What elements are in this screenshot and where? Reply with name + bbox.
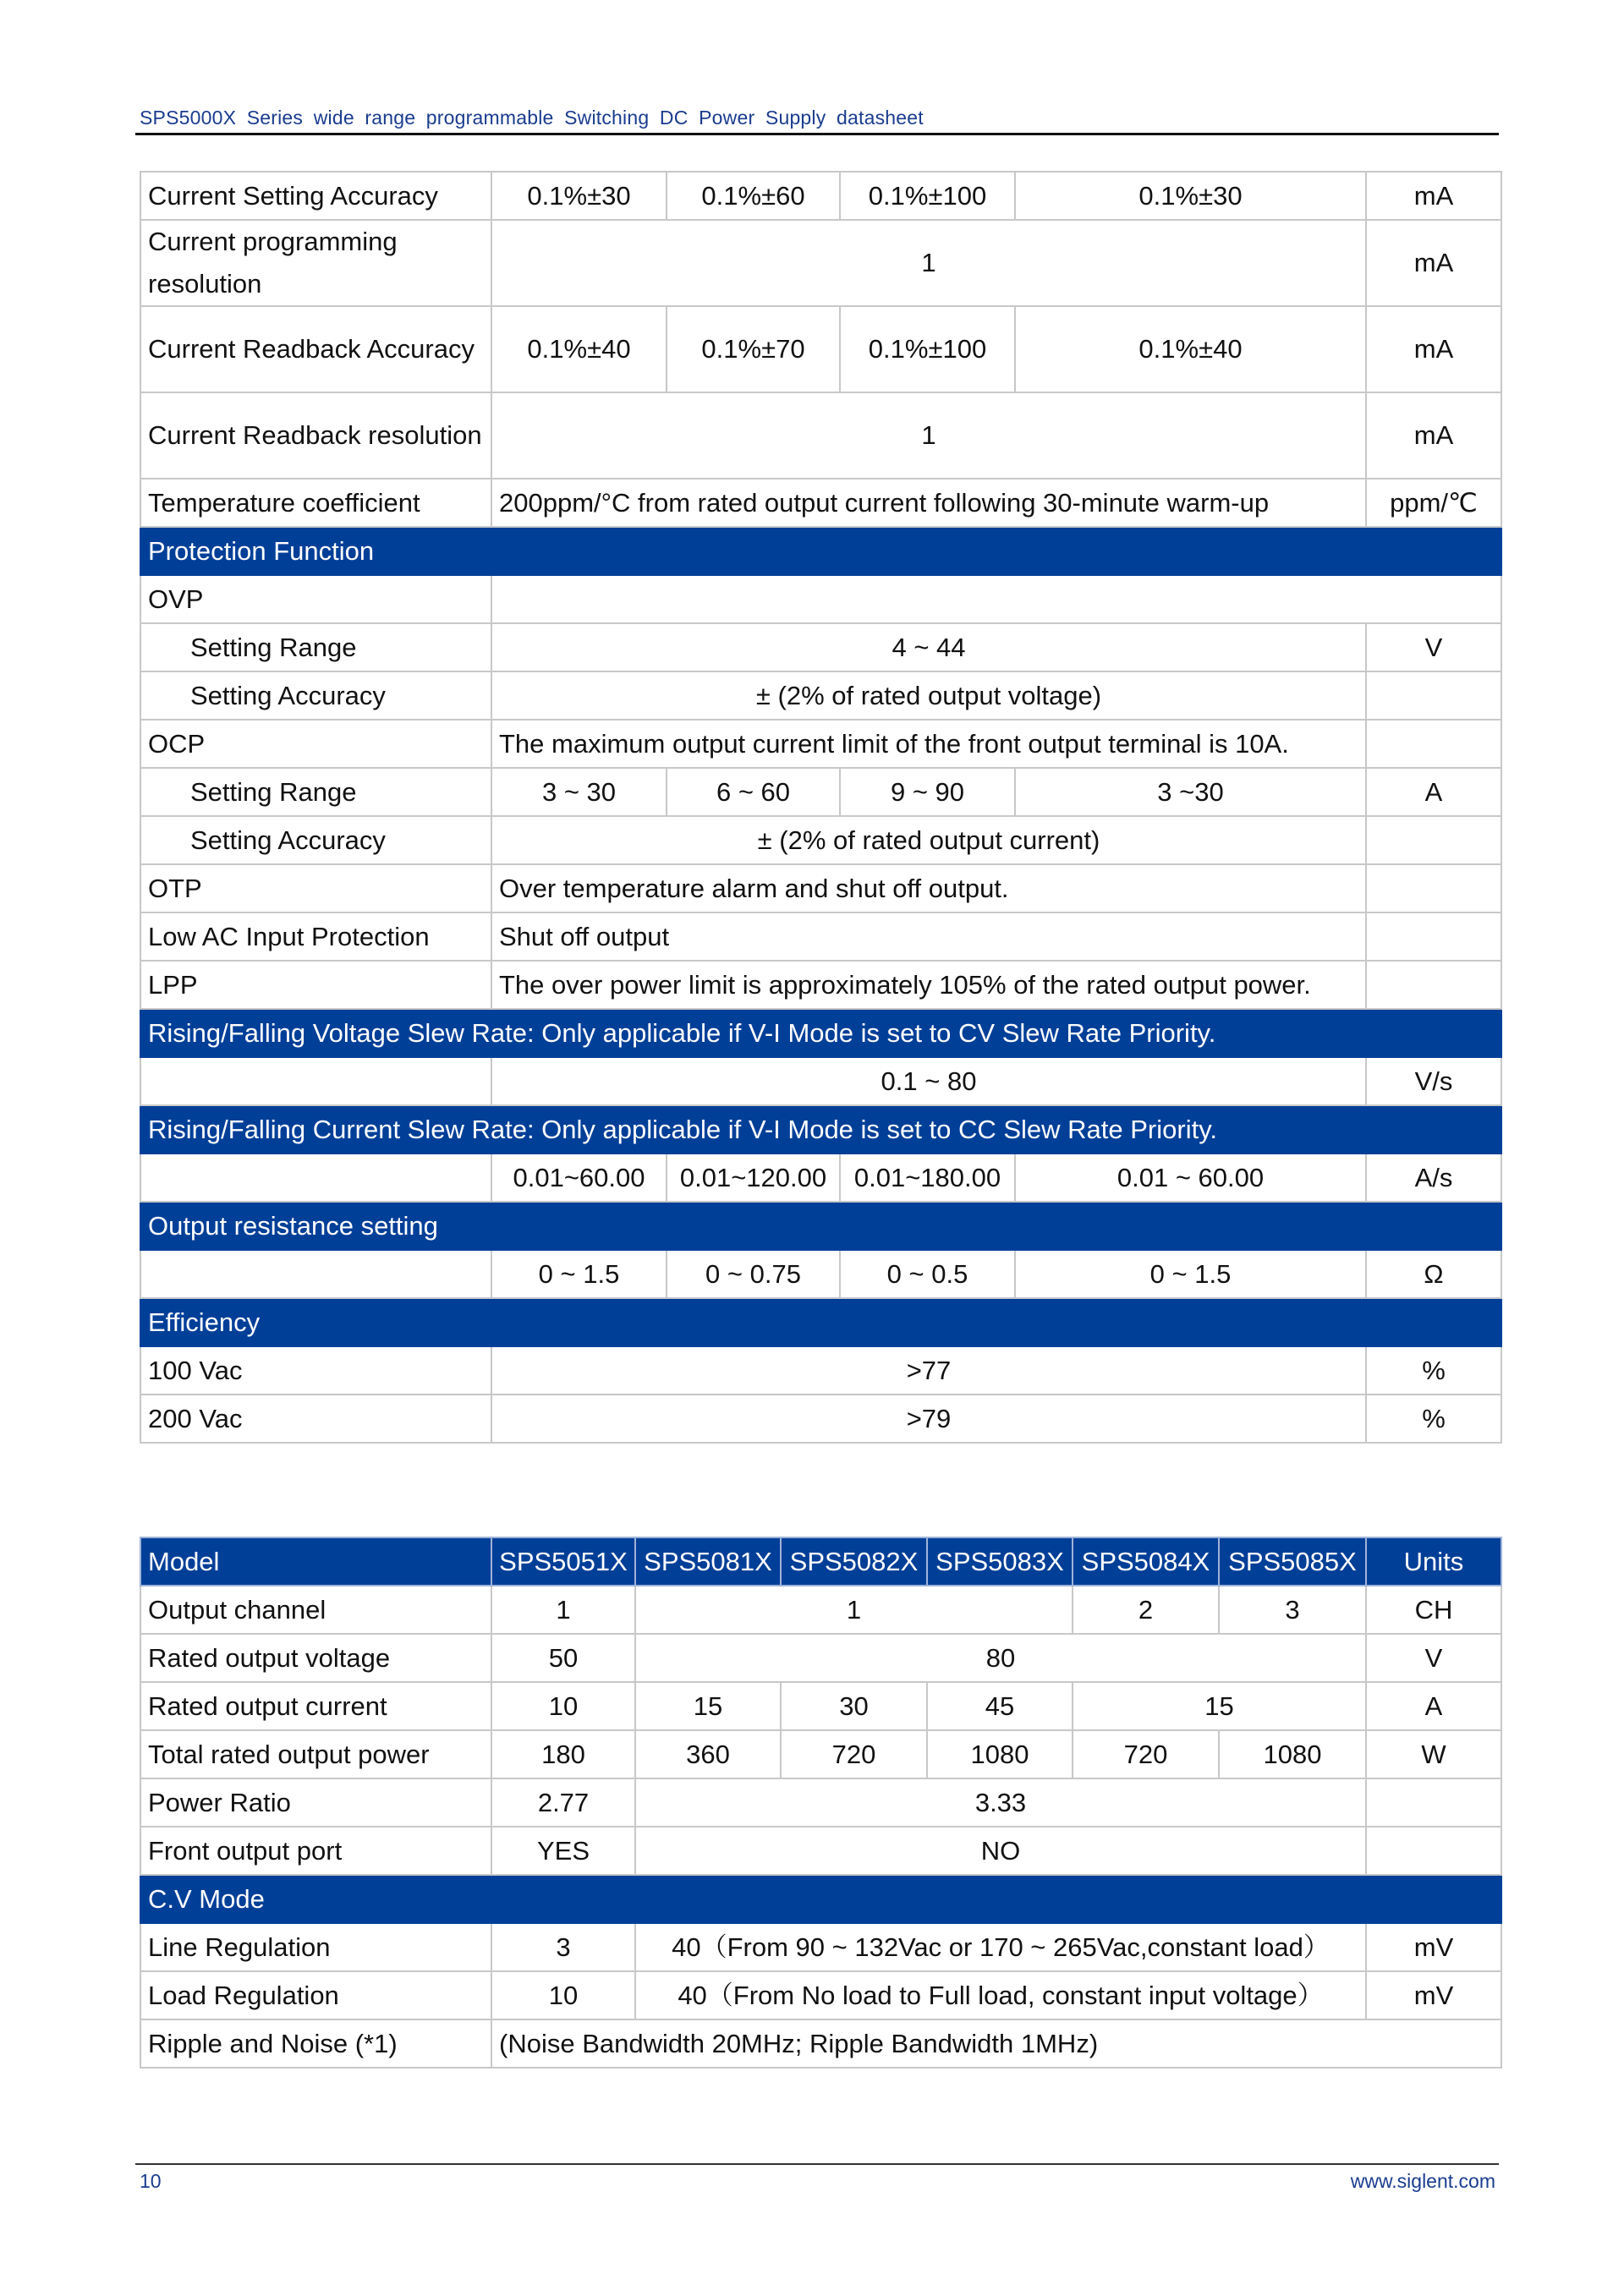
row-label-cell: [140, 1057, 491, 1105]
value-cell: SPS5082X: [781, 1537, 927, 1586]
value-cell: [1366, 1778, 1501, 1827]
value-cell: 1: [491, 392, 1366, 479]
section-header-row: [140, 1202, 1501, 1250]
value-cell: V: [1366, 623, 1501, 671]
value-cell: %: [1366, 1395, 1501, 1443]
value-cell: 720: [781, 1730, 927, 1778]
row-label-cell: OVP: [140, 575, 491, 623]
value-cell: 2: [1073, 1586, 1219, 1634]
value-cell: ± (2% of rated output current): [491, 816, 1366, 864]
table-row: [140, 1682, 1501, 1730]
value-cell: 6 ~ 60: [667, 768, 840, 816]
value-cell: 1: [491, 220, 1366, 306]
row-label-cell: Ripple and Noise (*1): [140, 2019, 491, 2068]
header-divider: [135, 133, 1499, 135]
value-cell: mA: [1366, 172, 1501, 220]
table-row: [140, 1923, 1501, 1971]
value-cell: 3 ~ 30: [491, 768, 667, 816]
value-cell: (Noise Bandwidth 20MHz; Ripple Bandwidth 1MHz): [491, 2019, 1501, 2068]
section-header-row: [140, 1298, 1501, 1346]
table-row: [140, 1250, 1501, 1298]
value-cell: mA: [1366, 392, 1501, 479]
value-cell: 0 ~ 1.5: [1015, 1250, 1366, 1298]
value-cell: 3 ~30: [1015, 768, 1366, 816]
row-label-cell: Rated output current: [140, 1682, 491, 1730]
value-cell: A: [1366, 768, 1501, 816]
value-cell: Ω: [1366, 1250, 1501, 1298]
value-cell: [1366, 816, 1501, 864]
row-label-cell: Total rated output power: [140, 1730, 491, 1778]
table-row: [140, 1153, 1501, 1202]
value-cell: ppm/℃: [1366, 479, 1501, 527]
table-row: [140, 1778, 1501, 1827]
table-row: [140, 1586, 1501, 1634]
value-cell: Over temperature alarm and shut off output.: [491, 864, 1366, 912]
value-cell: >79: [491, 1395, 1366, 1443]
value-cell: >77: [491, 1346, 1366, 1395]
value-cell: 9 ~ 90: [840, 768, 1015, 816]
value-cell: 0 ~ 1.5: [491, 1250, 667, 1298]
table-row: [140, 575, 1501, 623]
table-row: [140, 1634, 1501, 1682]
row-label-cell: Setting Range: [140, 768, 491, 816]
value-cell: SPS5084X: [1073, 1537, 1219, 1586]
table-row: [140, 1827, 1501, 1875]
row-label-cell: Setting Accuracy: [140, 816, 491, 864]
row-label-cell: Line Regulation: [140, 1923, 491, 1971]
row-label-cell: Low AC Input Protection: [140, 912, 491, 961]
section-header-row: [140, 527, 1501, 575]
table-row: [140, 671, 1501, 720]
value-cell: W: [1366, 1730, 1501, 1778]
table-row: [140, 912, 1501, 961]
value-cell: 0.1%±30: [1015, 172, 1366, 220]
table-row: [140, 720, 1501, 768]
row-label-cell: Temperature coefficient: [140, 479, 491, 527]
value-cell: 0.01 ~ 60.00: [1015, 1153, 1366, 1202]
value-cell: NO: [635, 1827, 1366, 1875]
row-label-cell: [140, 1250, 491, 1298]
value-cell: 720: [1073, 1730, 1219, 1778]
row-label-cell: Rated output voltage: [140, 1634, 491, 1682]
row-label-cell: OCP: [140, 720, 491, 768]
table-row: [140, 1057, 1501, 1105]
table-row: [140, 392, 1501, 479]
section-header-row: [140, 1105, 1501, 1153]
table-row: [140, 768, 1501, 816]
row-label-cell: Model: [140, 1537, 491, 1586]
row-label-cell: Front output port: [140, 1827, 491, 1875]
value-cell: 10: [491, 1682, 635, 1730]
value-cell: SPS5083X: [927, 1537, 1073, 1586]
footer-url: www.siglent.com: [1350, 2170, 1495, 2192]
value-cell: 200ppm/°C from rated output current following 30-minute warm-up: [491, 479, 1366, 527]
value-cell: mA: [1366, 220, 1501, 306]
row-label-cell: Current Readback Accuracy: [140, 306, 491, 392]
row-label-cell: Current programming resolution: [140, 220, 491, 306]
value-cell: V/s: [1366, 1057, 1501, 1105]
value-cell: 0.01~180.00: [840, 1153, 1015, 1202]
spec-table-current-protection: [140, 171, 1502, 1444]
table-row: [140, 1730, 1501, 1778]
value-cell: The maximum output current limit of the front output terminal is 10A.: [491, 720, 1366, 768]
value-cell: CH: [1366, 1586, 1501, 1634]
table-row: [140, 479, 1501, 527]
value-cell: V: [1366, 1634, 1501, 1682]
value-cell: 0.1%±100: [840, 172, 1015, 220]
value-cell: 1: [491, 1586, 635, 1634]
table-row: [140, 220, 1501, 306]
table-row: [140, 864, 1501, 912]
value-cell: [1366, 864, 1501, 912]
table-row: [140, 1971, 1501, 2019]
value-cell: 1080: [1219, 1730, 1366, 1778]
value-cell: ± (2% of rated output voltage): [491, 671, 1366, 720]
value-cell: [491, 575, 1501, 623]
document-header-title: SPS5000X Series wide range programmable Switching DC Power Supply datasheet: [140, 107, 924, 129]
value-cell: 0.01~120.00: [667, 1153, 840, 1202]
value-cell: 50: [491, 1634, 635, 1682]
row-label-cell: Output channel: [140, 1586, 491, 1634]
row-label-cell: Current Setting Accuracy: [140, 172, 491, 220]
spec-table-models: [140, 1537, 1502, 2069]
section-title: Rising/Falling Voltage Slew Rate: Only applicable if V-I Mode is set to CV Slew Rate Priority.: [140, 1009, 1501, 1057]
value-cell: 40（From No load to Full load, constant input voltage）: [635, 1971, 1366, 2019]
table-row: [140, 172, 1501, 220]
value-cell: 0.1%±60: [667, 172, 840, 220]
value-cell: 80: [635, 1634, 1366, 1682]
value-cell: 4 ~ 44: [491, 623, 1366, 671]
value-cell: 180: [491, 1730, 635, 1778]
table-row: [140, 816, 1501, 864]
row-label-cell: Load Regulation: [140, 1971, 491, 2019]
value-cell: The over power limit is approximately 105% of the rated output power.: [491, 961, 1366, 1009]
value-cell: 0.1 ~ 80: [491, 1057, 1366, 1105]
value-cell: 3: [491, 1923, 635, 1971]
value-cell: [1366, 961, 1501, 1009]
value-cell: YES: [491, 1827, 635, 1875]
value-cell: A: [1366, 1682, 1501, 1730]
value-cell: SPS5085X: [1219, 1537, 1366, 1586]
value-cell: [1366, 912, 1501, 961]
value-cell: 0.1%±40: [491, 306, 667, 392]
value-cell: [1366, 1827, 1501, 1875]
value-cell: 3: [1219, 1586, 1366, 1634]
value-cell: [1366, 720, 1501, 768]
row-label-cell: Current Readback resolution: [140, 392, 491, 479]
table-row: [140, 623, 1501, 671]
value-cell: 15: [1073, 1682, 1366, 1730]
value-cell: 2.77: [491, 1778, 635, 1827]
table-row: [140, 1395, 1501, 1443]
table-row: [140, 1346, 1501, 1395]
section-title: Protection Function: [140, 527, 1501, 575]
section-header-row: [140, 1009, 1501, 1057]
value-cell: 0.01~60.00: [491, 1153, 667, 1202]
section-title: Output resistance setting: [140, 1202, 1501, 1250]
value-cell: 40（From 90 ~ 132Vac or 170 ~ 265Vac,constant load）: [635, 1923, 1366, 1971]
value-cell: 360: [635, 1730, 781, 1778]
value-cell: 10: [491, 1971, 635, 2019]
value-cell: 1080: [927, 1730, 1073, 1778]
value-cell: Units: [1366, 1537, 1501, 1586]
page-number: 10: [140, 2170, 162, 2192]
value-cell: SPS5051X: [491, 1537, 635, 1586]
value-cell: %: [1366, 1346, 1501, 1395]
value-cell: 0.1%±30: [491, 172, 667, 220]
row-label-cell: Setting Range: [140, 623, 491, 671]
row-label-cell: 200 Vac: [140, 1395, 491, 1443]
table-row: [140, 2019, 1501, 2068]
value-cell: 0 ~ 0.5: [840, 1250, 1015, 1298]
row-label-cell: OTP: [140, 864, 491, 912]
section-title: C.V Mode: [140, 1875, 1501, 1923]
section-title: Efficiency: [140, 1298, 1501, 1346]
row-label-cell: [140, 1153, 491, 1202]
value-cell: mA: [1366, 306, 1501, 392]
value-cell: 45: [927, 1682, 1073, 1730]
row-label-cell: Power Ratio: [140, 1778, 491, 1827]
value-cell: mV: [1366, 1923, 1501, 1971]
row-label-cell: 100 Vac: [140, 1346, 491, 1395]
value-cell: 0.1%±40: [1015, 306, 1366, 392]
value-cell: A/s: [1366, 1153, 1501, 1202]
value-cell: [1366, 671, 1501, 720]
value-cell: mV: [1366, 1971, 1501, 2019]
table-row: [140, 306, 1501, 392]
row-label-cell: Setting Accuracy: [140, 671, 491, 720]
value-cell: 0 ~ 0.75: [667, 1250, 840, 1298]
table-header-row: [140, 1537, 1501, 1586]
value-cell: Shut off output: [491, 912, 1366, 961]
value-cell: SPS5081X: [635, 1537, 781, 1586]
value-cell: 0.1%±100: [840, 306, 1015, 392]
section-header-row: [140, 1875, 1501, 1923]
value-cell: 3.33: [635, 1778, 1366, 1827]
value-cell: 15: [635, 1682, 781, 1730]
value-cell: 0.1%±70: [667, 306, 840, 392]
table-row: [140, 961, 1501, 1009]
value-cell: 30: [781, 1682, 927, 1730]
row-label-cell: LPP: [140, 961, 491, 1009]
value-cell: 1: [635, 1586, 1073, 1634]
section-title: Rising/Falling Current Slew Rate: Only applicable if V-I Mode is set to CC Slew Rate Priority.: [140, 1105, 1501, 1153]
footer-divider: [135, 2163, 1499, 2165]
